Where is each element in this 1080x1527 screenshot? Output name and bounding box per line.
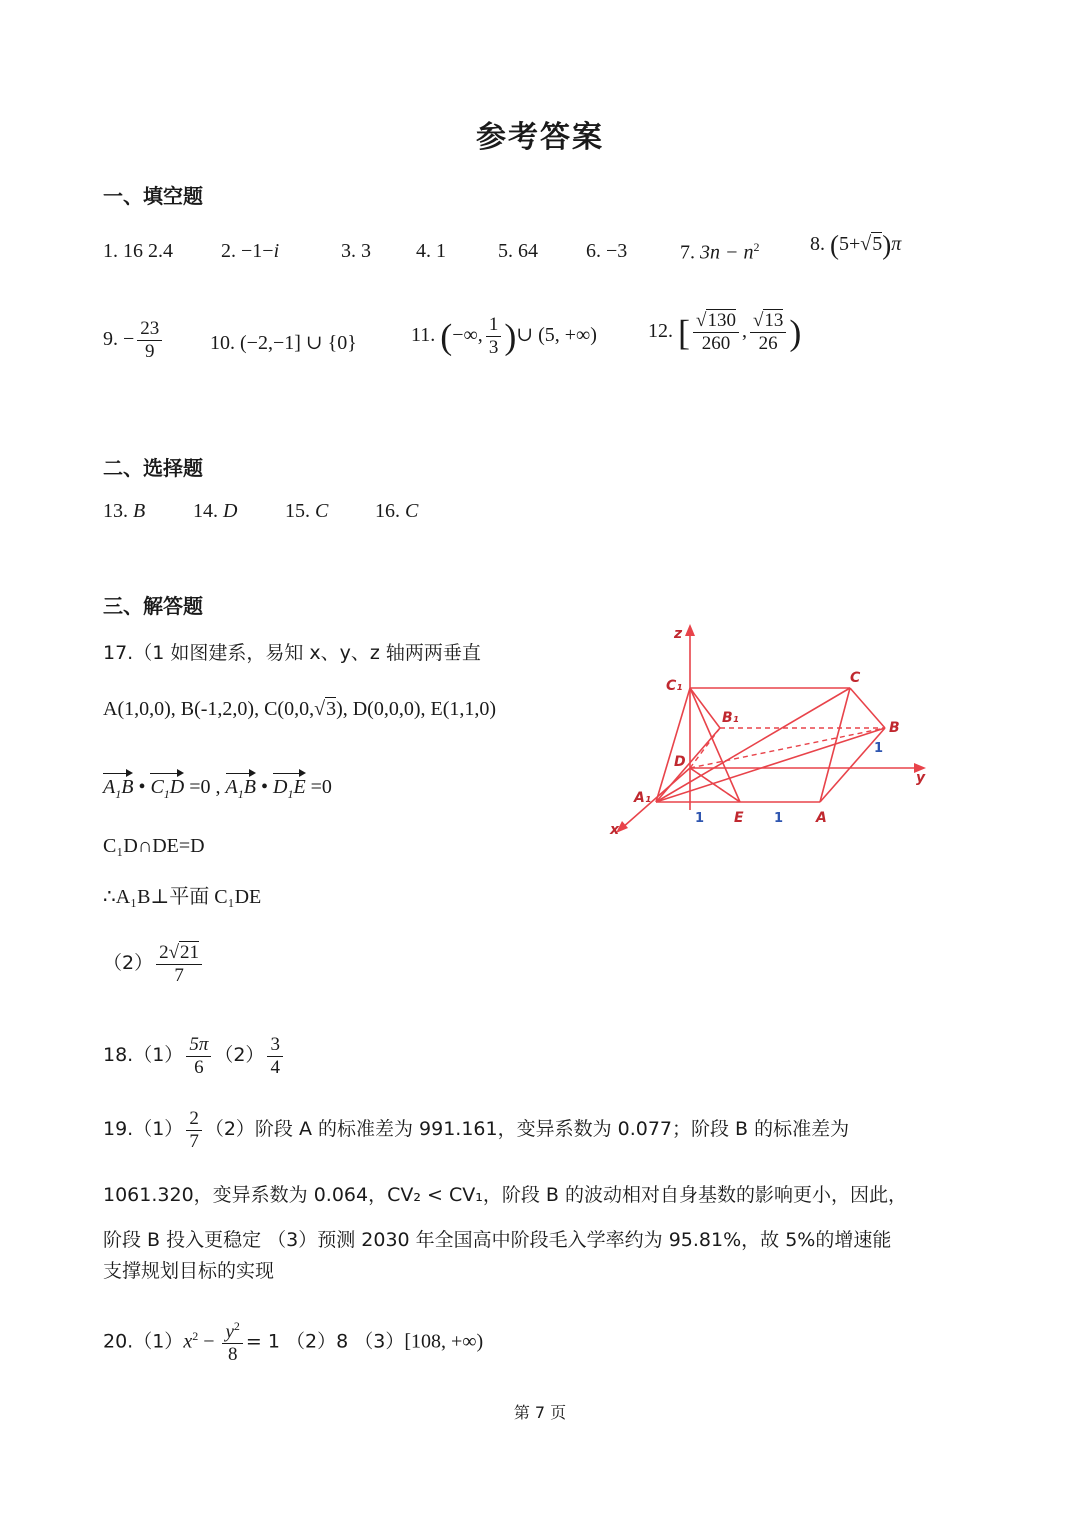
q19-line3: 阶段 B 投入更稳定 （3）预测 2030 年全国高中阶段毛入学率约为 95.81%，故 5%的增速能 bbox=[103, 1229, 892, 1251]
fig-label-d: D bbox=[674, 754, 686, 770]
fill-answer-10: 10. (−2,−1] ∪ {0} bbox=[210, 332, 357, 354]
fig-label-y: y bbox=[916, 770, 926, 786]
choice-answer-14: 14. D bbox=[193, 500, 238, 522]
fig-length-1a: 1 bbox=[695, 811, 705, 826]
section-fill-heading: 一、填空题 bbox=[103, 184, 203, 208]
q18-answer: 18.（1） $\frac{5\pi}{6}$ （2） $\frac{3}{4}$ bbox=[103, 1034, 286, 1079]
q17-coordinates: A(1,0,0), B(-1,2,0), C(0,0,√3), D(0,0,0), E(1,1,0) bbox=[103, 698, 497, 720]
fill-answer-8: 8. (5+√5)π bbox=[810, 230, 902, 260]
fig-label-x: x bbox=[610, 822, 620, 838]
q19-line2: 1061.320，变异系数为 0.064，CV₂ < CV₁，阶段 B 的波动相对自身基数的影响更小，因此， bbox=[103, 1184, 907, 1206]
q17-line1: 17.（1 如图建系，易知 x、y、z 轴两两垂直 bbox=[103, 642, 481, 664]
q17-part2: （2） $\frac{2√21}{7}$ bbox=[103, 942, 205, 987]
page-title: 参考答案 bbox=[476, 120, 604, 155]
fig-label-c: C bbox=[850, 670, 861, 686]
fill-answer-7: 7. $3n - n^2$ bbox=[680, 240, 760, 264]
page-footer: 第 7 页 bbox=[513, 1403, 567, 1422]
choice-answer-13: 13. B bbox=[103, 500, 146, 522]
choice-answer-15: 15. C bbox=[285, 500, 329, 522]
fig-label-c1: C₁ bbox=[666, 678, 683, 694]
fill-answer-5: 5. 64 bbox=[498, 240, 538, 262]
section-solve-heading: 三、解答题 bbox=[103, 594, 203, 618]
z-arrow bbox=[685, 624, 695, 636]
q20-answer: $20.(1)x^2$ − $\frac{y^2}{8}$ = 1 （2）8 （3）[108, +∞) bbox=[103, 1319, 484, 1366]
fig-length-1b: 1 bbox=[774, 811, 784, 826]
fill-answer-3: 3. 3 bbox=[341, 240, 371, 262]
fig-label-a1: A₁ bbox=[634, 790, 651, 806]
fill-answer-12: 12. [ $\frac{√130}{260}$ , $\frac{√13}{26}$ ) bbox=[648, 310, 802, 354]
q17-conclusion: ∴A₁B⊥平面 C₁DE bbox=[103, 886, 262, 908]
fig-label-z: z bbox=[674, 626, 683, 642]
fill-answer-11: 11. (−∞, $\frac{1}{3}$ )∪ (5, +∞) bbox=[411, 314, 597, 358]
fill-answer-1: 1. 16 2.4 bbox=[103, 240, 173, 262]
fill-answer-9: 9. − $\frac{23}{9}$ bbox=[103, 318, 165, 363]
q17-dot-products: $A_1B$ • $C_1D =0$ , $A_1B$ • $D_1E =0$ bbox=[103, 776, 332, 801]
fill-answer-6: 6. −3 bbox=[586, 240, 628, 262]
x-axis bbox=[622, 768, 690, 828]
choice-answer-16: 16. C bbox=[375, 500, 419, 522]
fig-label-e: E bbox=[734, 810, 744, 826]
fig-label-a: A bbox=[816, 810, 827, 826]
fig-label-b1: B₁ bbox=[722, 710, 739, 726]
q19-line4: 支撑规划目标的实现 bbox=[103, 1260, 275, 1282]
fill-answer-4: 4. 1 bbox=[416, 240, 446, 262]
q17-intersection: C₁D∩DE=D bbox=[103, 835, 205, 857]
q19-line1: 19.（1） $\frac{2}{7}$ （2）阶段 A 的标准差为 991.161，变异系数为 0.077；阶段 B 的标准差为 bbox=[103, 1108, 850, 1152]
fig-label-b: B bbox=[889, 720, 900, 736]
fill-answer-2: 2. −1−i bbox=[221, 240, 280, 262]
geometry-figure bbox=[600, 620, 940, 845]
section-choice-heading: 二、选择题 bbox=[103, 456, 203, 480]
fig-length-1c: 1 bbox=[874, 741, 884, 756]
